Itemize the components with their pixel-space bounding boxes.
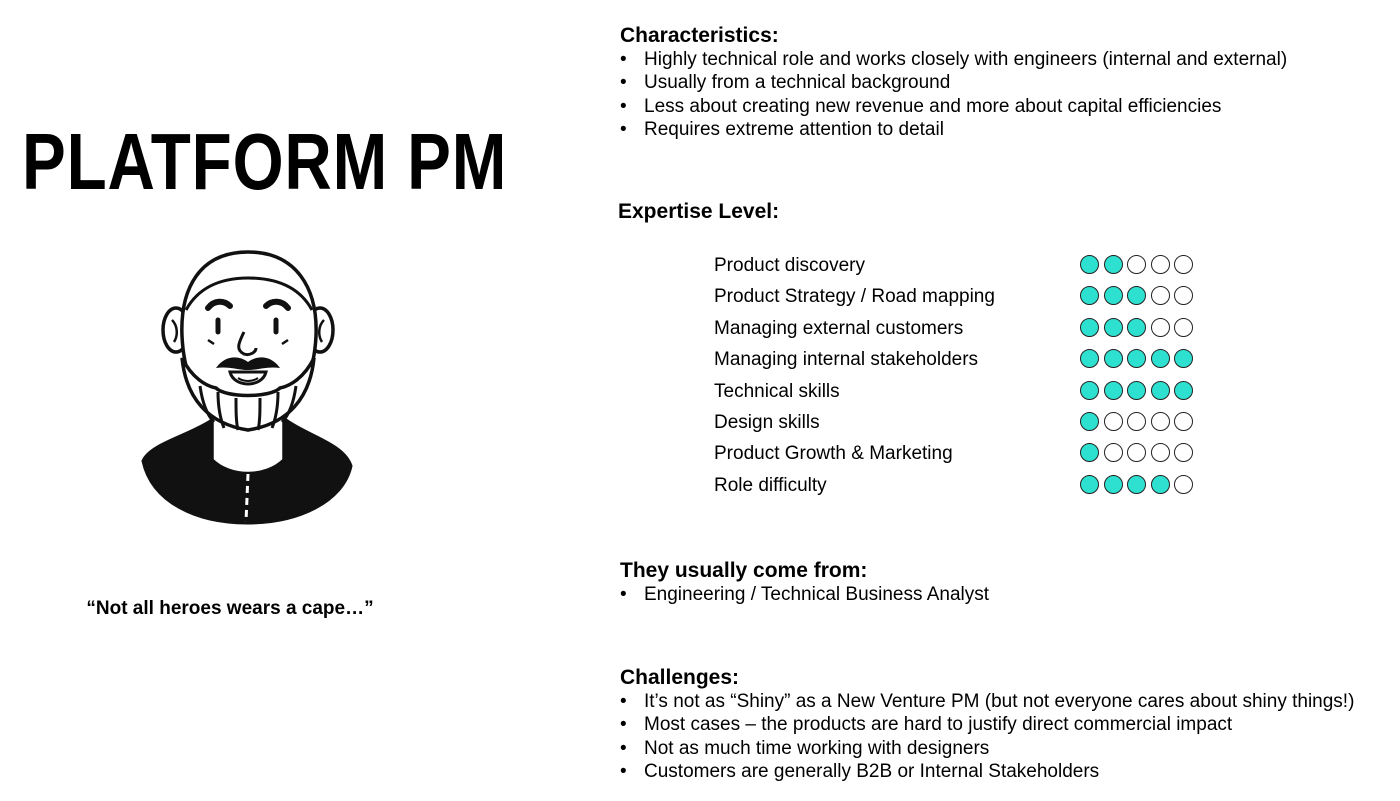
rating-dot-filled bbox=[1080, 255, 1099, 274]
expertise-table bbox=[714, 252, 1214, 503]
skill-label: Design skills bbox=[714, 411, 820, 433]
skill-rating bbox=[1080, 475, 1193, 494]
rating-dot-empty bbox=[1174, 475, 1193, 494]
rating-dot-filled bbox=[1080, 443, 1099, 462]
list-item: • Not as much time working with designers bbox=[620, 737, 1354, 760]
rating-dot-filled bbox=[1127, 349, 1146, 368]
rating-dot-empty bbox=[1127, 443, 1146, 462]
skill-row bbox=[714, 378, 1214, 409]
expertise-heading: Expertise Level: bbox=[618, 200, 780, 223]
skill-rating bbox=[1080, 443, 1193, 462]
rating-dot-filled bbox=[1104, 381, 1123, 400]
rating-dot-filled bbox=[1174, 349, 1193, 368]
rating-dot-filled bbox=[1151, 475, 1170, 494]
skill-label: Technical skills bbox=[714, 380, 840, 402]
rating-dot-empty bbox=[1127, 255, 1146, 274]
skill-row bbox=[714, 252, 1214, 283]
rating-dot-filled bbox=[1080, 412, 1099, 431]
list-item: • Customers are generally B2B or Internal Stakeholders bbox=[620, 760, 1354, 783]
rating-dot-empty bbox=[1174, 443, 1193, 462]
rating-dot-filled bbox=[1080, 286, 1099, 305]
skill-row bbox=[714, 346, 1214, 377]
skill-rating bbox=[1080, 255, 1193, 274]
skill-label: Product Growth & Marketing bbox=[714, 443, 953, 465]
skill-label: Managing internal stakeholders bbox=[714, 349, 979, 371]
rating-dot-empty bbox=[1104, 412, 1123, 431]
rating-dot-filled bbox=[1080, 475, 1099, 494]
rating-dot-filled bbox=[1151, 349, 1170, 368]
rating-dot-filled bbox=[1174, 381, 1193, 400]
rating-dot-empty bbox=[1151, 286, 1170, 305]
skill-label: Managing external customers bbox=[714, 317, 964, 339]
skill-row bbox=[714, 315, 1214, 346]
list-item: • Engineering / Technical Business Analyst bbox=[620, 583, 989, 606]
skill-row bbox=[714, 283, 1214, 314]
characteristics-heading: Characteristics: bbox=[620, 24, 779, 47]
skill-label: Role difficulty bbox=[714, 474, 827, 496]
rating-dot-filled bbox=[1127, 318, 1146, 337]
rating-dot-empty bbox=[1127, 412, 1146, 431]
list-item: • Less about creating new revenue and more about capital efficiencies bbox=[620, 95, 1287, 118]
challenges-heading: Challenges: bbox=[620, 666, 740, 689]
rating-dot-filled bbox=[1104, 255, 1123, 274]
skill-row bbox=[714, 440, 1214, 471]
characteristics-list bbox=[620, 48, 1287, 141]
rating-dot-filled bbox=[1104, 318, 1123, 337]
rating-dot-empty bbox=[1174, 318, 1193, 337]
skill-label: Product Strategy / Road mapping bbox=[714, 286, 995, 308]
come-from-heading: They usually come from: bbox=[620, 559, 868, 582]
rating-dot-filled bbox=[1127, 475, 1146, 494]
list-item: • Requires extreme attention to detail bbox=[620, 118, 1287, 141]
rating-dot-empty bbox=[1151, 318, 1170, 337]
skill-rating bbox=[1080, 286, 1193, 305]
rating-dot-filled bbox=[1127, 381, 1146, 400]
skill-label: Product discovery bbox=[714, 255, 866, 276]
rating-dot-empty bbox=[1151, 255, 1170, 274]
list-item: • It’s not as “Shiny” as a New Venture PM (but not everyone cares about shiny things!) bbox=[620, 690, 1354, 713]
skill-rating bbox=[1080, 412, 1193, 431]
come-from-list bbox=[620, 583, 989, 606]
rating-dot-filled bbox=[1127, 286, 1146, 305]
rating-dot-empty bbox=[1151, 443, 1170, 462]
skill-row bbox=[714, 409, 1214, 440]
rating-dot-empty bbox=[1174, 255, 1193, 274]
rating-dot-empty bbox=[1104, 443, 1123, 462]
skill-rating bbox=[1080, 381, 1193, 400]
page-title: PLATFORM PM bbox=[22, 117, 508, 206]
rating-dot-filled bbox=[1104, 286, 1123, 305]
list-item: • Most cases – the products are hard to justify direct commercial impact bbox=[620, 713, 1354, 736]
rating-dot-filled bbox=[1151, 381, 1170, 400]
rating-dot-filled bbox=[1080, 318, 1099, 337]
rating-dot-filled bbox=[1080, 349, 1099, 368]
rating-dot-empty bbox=[1174, 412, 1193, 431]
list-item: • Highly technical role and works closely with engineers (internal and external) bbox=[620, 48, 1287, 71]
persona-quote: “Not all heroes wears a cape…” bbox=[86, 598, 374, 619]
rating-dot-filled bbox=[1080, 381, 1099, 400]
rating-dot-filled bbox=[1104, 475, 1123, 494]
challenges-list bbox=[620, 690, 1354, 783]
rating-dot-empty bbox=[1174, 286, 1193, 305]
skill-rating bbox=[1080, 349, 1193, 368]
rating-dot-filled bbox=[1104, 349, 1123, 368]
skill-rating bbox=[1080, 318, 1193, 337]
bearded-man-avatar bbox=[138, 248, 356, 528]
skill-row bbox=[714, 472, 1214, 503]
list-item: • Usually from a technical background bbox=[620, 71, 1287, 94]
rating-dot-empty bbox=[1151, 412, 1170, 431]
